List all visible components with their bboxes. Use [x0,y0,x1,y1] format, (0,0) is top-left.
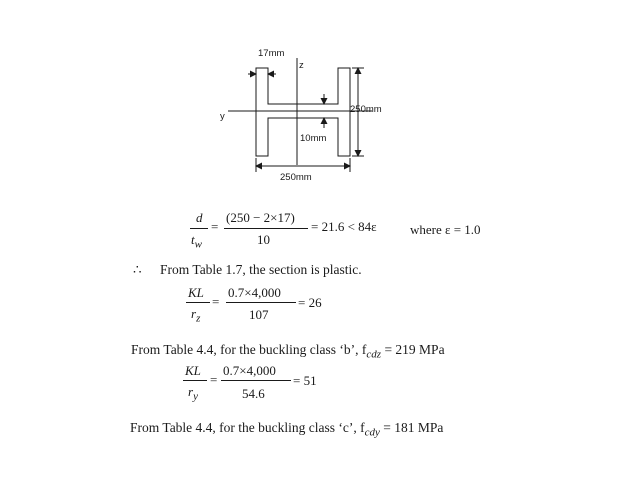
z-axis-label: z [299,60,304,71]
eq1-frac-line [224,228,308,229]
eq3-denominator: 54.6 [242,386,265,401]
flange-thickness-label: 17mm [258,48,285,59]
eq1-denominator: 10 [257,232,270,247]
eq3-numerator: 0.7×4,000 [223,363,276,378]
plastic-statement: From Table 1.7, the section is plastic. [160,262,362,277]
eq2-num-left: KL [188,285,204,300]
width-label: 250mm [280,172,312,183]
web-thickness-label: 10mm [300,133,327,144]
eq1-num-left: d [196,210,203,225]
class-c-statement: From Table 4.4, for the buckling class ‘c’, $f_{cdy} = 181$ MPa [130,420,444,439]
eq3-result: = 51 [293,373,317,388]
eq2-result: = 26 [298,295,322,310]
class-b-statement: From Table 4.4, for the buckling class ‘b’, $f_{cdz} = 219$ MPa [131,342,445,361]
eq2-denominator: 107 [249,307,269,322]
eq2-frac-line [226,302,296,303]
therefore-symbol: ∴ [133,262,142,277]
eq3-frac-line [221,380,291,381]
eq1-den-left: $t_w$ [191,232,202,251]
depth-label: 250mm [350,104,382,115]
eq1-frac-line-left [190,228,208,229]
eq1-where: where ε = 1.0 [410,222,481,237]
eq2-numerator: 0.7×4,000 [228,285,281,300]
eq3-num-left: KL [185,363,201,378]
eq2-equals: = [212,294,220,309]
eq3-frac-line-left [183,380,207,381]
eq3-den-left: $r_y$ [188,384,198,403]
eq1-numerator: (250 − 2×17) [226,210,295,225]
eq2-frac-line-left [186,302,210,303]
eq2-den-left: $r_z$ [191,306,201,325]
eq1-result: = 21.6 < 84ε [311,219,377,234]
i-section-diagram [0,0,638,200]
eq1-equals: = [211,219,219,234]
eq3-equals: = [210,372,218,387]
y-axis-label: y [220,111,225,122]
